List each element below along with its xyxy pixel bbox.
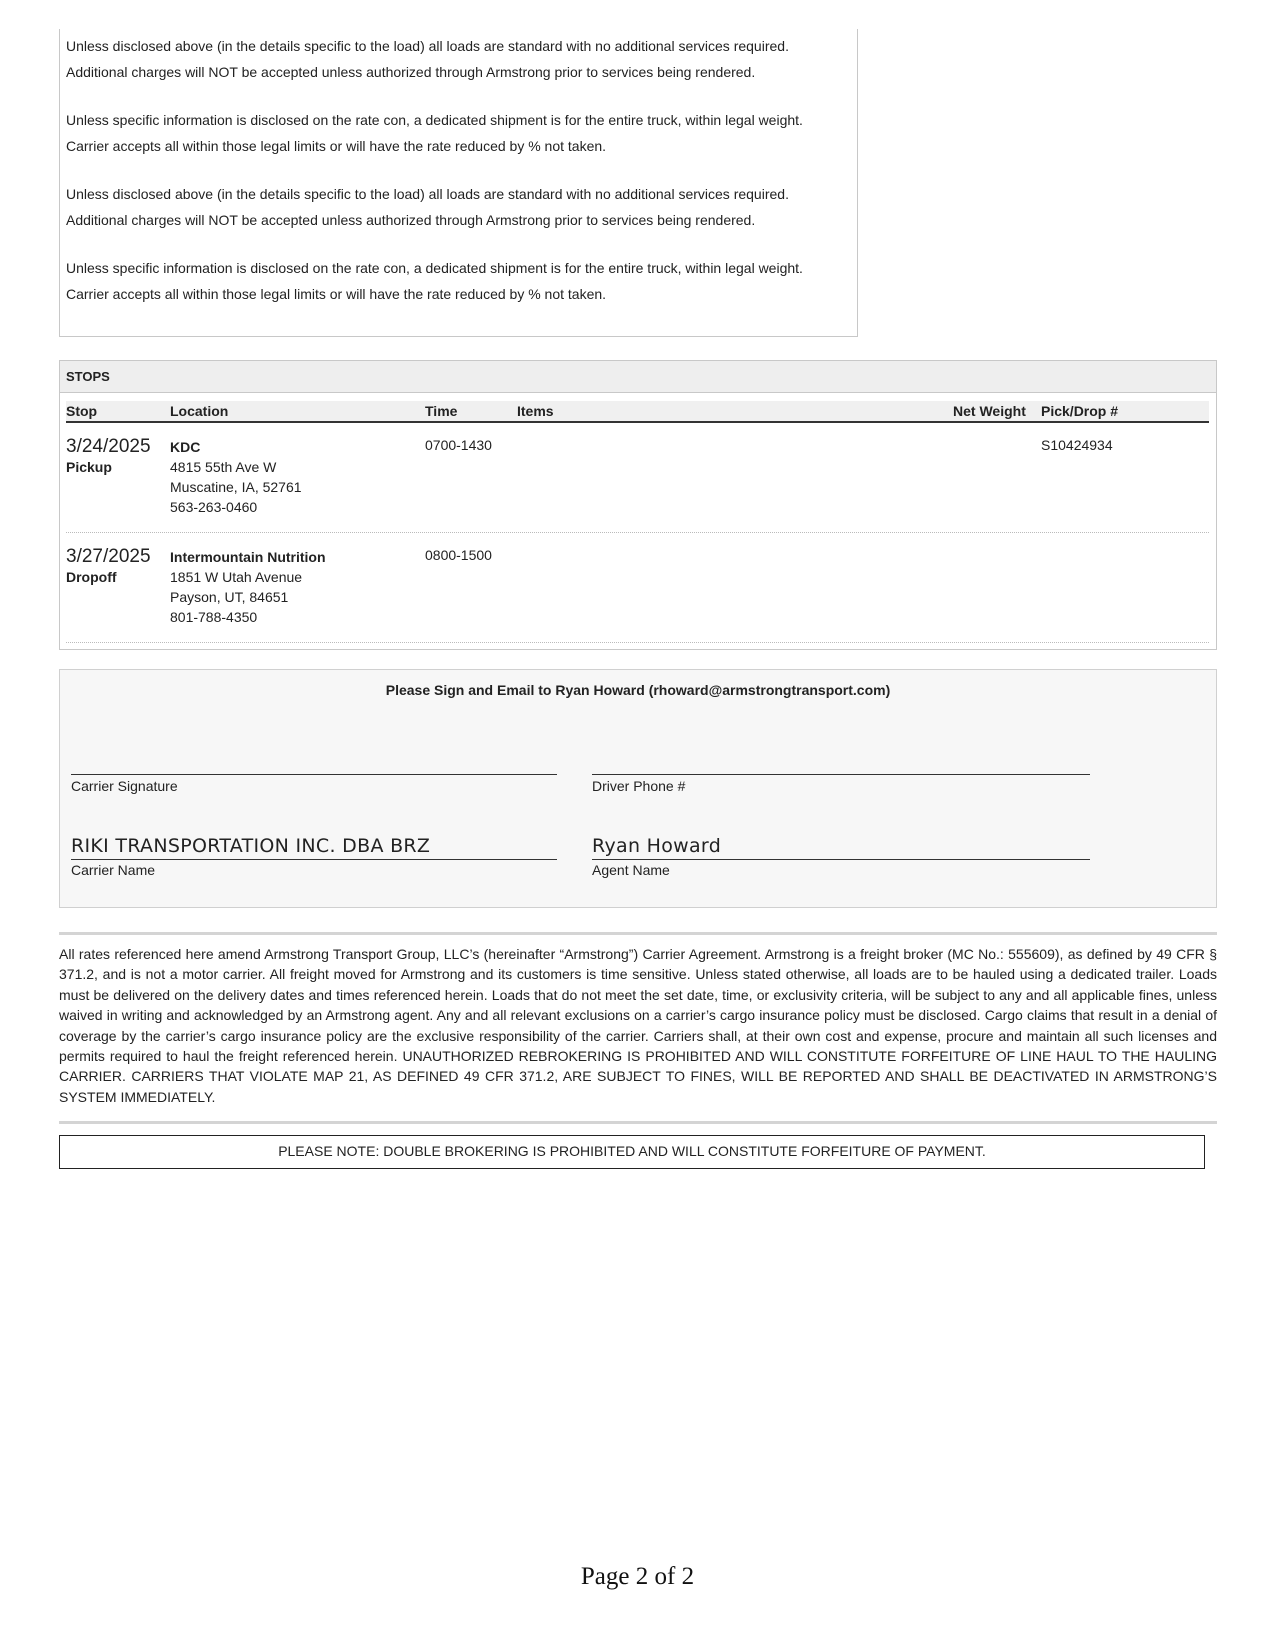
- divider: [59, 1121, 1217, 1124]
- stops-table: [66, 401, 1209, 643]
- page-number: Page 2 of 2: [580, 1563, 695, 1590]
- terms-paragraph: [66, 33, 857, 85]
- location-name: Intermountain Nutrition: [170, 549, 326, 565]
- terms-line: Unless disclosed above (in the details specific to the load) all loads are standard with no additional services required.: [66, 38, 789, 54]
- divider: [59, 932, 1217, 935]
- stops-section: [59, 360, 1217, 650]
- location-phone: 563-263-0460: [170, 499, 258, 515]
- stop-time: 0700-1430: [425, 437, 492, 453]
- driver-phone-field[interactable]: [592, 774, 1090, 775]
- terms-line: Carrier accepts all within those legal limits or will have the rate reduced by % not taken.: [66, 286, 607, 302]
- terms-line: Unless disclosed above (in the details specific to the load) all loads are standard with no additional services required.: [66, 186, 789, 202]
- location-address: 1851 W Utah Avenue: [170, 569, 303, 585]
- terms-line: Carrier accepts all within those legal limits or will have the rate reduced by % not taken.: [66, 138, 607, 154]
- carrier-signature-label: Carrier Signature: [71, 778, 178, 794]
- carrier-name-label: Carrier Name: [71, 862, 156, 878]
- legal-terms: All rates referenced here amend Armstrong Transport Group, LLC’s (hereinafter “Armstrong”) Carrier Agreement. Armstrong is a freight broker (MC No.: 555609), as defined by 49 CFR § 371.2, and is not a motor carrier. All freight moved for Armstrong and its customers is time sensitive. Unless stated otherwise, all loads are to be hauled using a dedicated trailer. Loads must be delivered on the delivery dates and times referenced herein. Loads that do not meet the set date, time, or exclusivity criteria, will be subject to any and all applicable fines, unless waived in writing and acknowledged by an Armstrong agent. Any and all relevant exclusions on a carrier’s cargo insurance policy must be disclosed. Cargo claims that result in a denial of coverage by the carrier’s cargo insurance policy are the exclusive responsibility of the carrier. Carriers shall, at their own cost and expense, procure and maintain all such licenses and permits required to haul the freight referenced herein. UNAUTHORIZED REBROKERING IS PROHIBITED AND WILL CONSTITUTE FORFEITURE OF LINE HAUL TO THE HAULING CARRIER. CARRIERS THAT VIOLATE MAP 21, AS DEFINED 49 CFR 371.2, ARE SUBJECT TO FINES, WILL BE REPORTED AND SHALL BE DEACTIVATED IN ARMSTRONG’S SYSTEM IMMEDIATELY.: [59, 946, 1217, 1105]
- pick-drop-number: S10424934: [1041, 437, 1113, 453]
- carrier-name-value: RIKI TRANSPORTATION INC. DBA BRZ: [71, 835, 431, 857]
- double-brokering-notice: PLEASE NOTE: DOUBLE BROKERING IS PROHIBITED AND WILL CONSTITUTE FORFEITURE OF PAYMENT.: [59, 1135, 1205, 1169]
- terms-line: Unless specific information is disclosed on the rate con, a dedicated shipment is for the entire truck, within legal weight.: [66, 112, 803, 128]
- column-header-net-weight: Net Weight: [953, 403, 1026, 419]
- stop-location: [170, 437, 302, 517]
- table-row: [66, 423, 1209, 533]
- stop-date: 3/24/2025: [66, 436, 151, 457]
- location-city: Payson, UT, 84651: [170, 589, 289, 605]
- stop-type: Dropoff: [66, 569, 117, 585]
- location-name: KDC: [170, 439, 201, 455]
- agent-name-label: Agent Name: [592, 862, 670, 878]
- column-header-pick-drop: Pick/Drop #: [1041, 403, 1119, 419]
- signature-instructions: Please Sign and Email to Ryan Howard (rhoward@armstrongtransport.com): [385, 682, 891, 698]
- location-city: Muscatine, IA, 52761: [170, 479, 302, 495]
- column-header-stop: Stop: [66, 403, 98, 419]
- stop-type: Pickup: [66, 459, 112, 475]
- column-header-location: Location: [170, 403, 229, 419]
- signature-section: [59, 669, 1217, 908]
- stop-date: 3/27/2025: [66, 546, 151, 567]
- carrier-signature-field[interactable]: [71, 774, 557, 775]
- terms-line: Additional charges will NOT be accepted unless authorized through Armstrong prior to services being rendered.: [66, 64, 756, 80]
- terms-line: Unless specific information is disclosed on the rate con, a dedicated shipment is for the entire truck, within legal weight.: [66, 260, 803, 276]
- terms-paragraph: [66, 107, 857, 159]
- stop-time: 0800-1500: [425, 547, 492, 563]
- column-header-items: Items: [517, 403, 554, 419]
- driver-phone-label: Driver Phone #: [592, 778, 686, 794]
- agent-name-value: Ryan Howard: [592, 835, 722, 857]
- location-address: 4815 55th Ave W: [170, 459, 277, 475]
- terms-paragraph: [66, 181, 857, 233]
- terms-paragraph: [66, 255, 857, 307]
- location-phone: 801-788-4350: [170, 609, 258, 625]
- stops-table-header: [66, 401, 1209, 423]
- stop-location: [170, 547, 326, 627]
- terms-line: Additional charges will NOT be accepted unless authorized through Armstrong prior to services being rendered.: [66, 212, 756, 228]
- stops-title: STOPS: [60, 361, 1216, 393]
- terms-box: [59, 29, 858, 337]
- column-header-time: Time: [425, 403, 458, 419]
- table-row: [66, 533, 1209, 643]
- carrier-name-field[interactable]: [71, 859, 557, 860]
- agent-name-field[interactable]: [592, 859, 1090, 860]
